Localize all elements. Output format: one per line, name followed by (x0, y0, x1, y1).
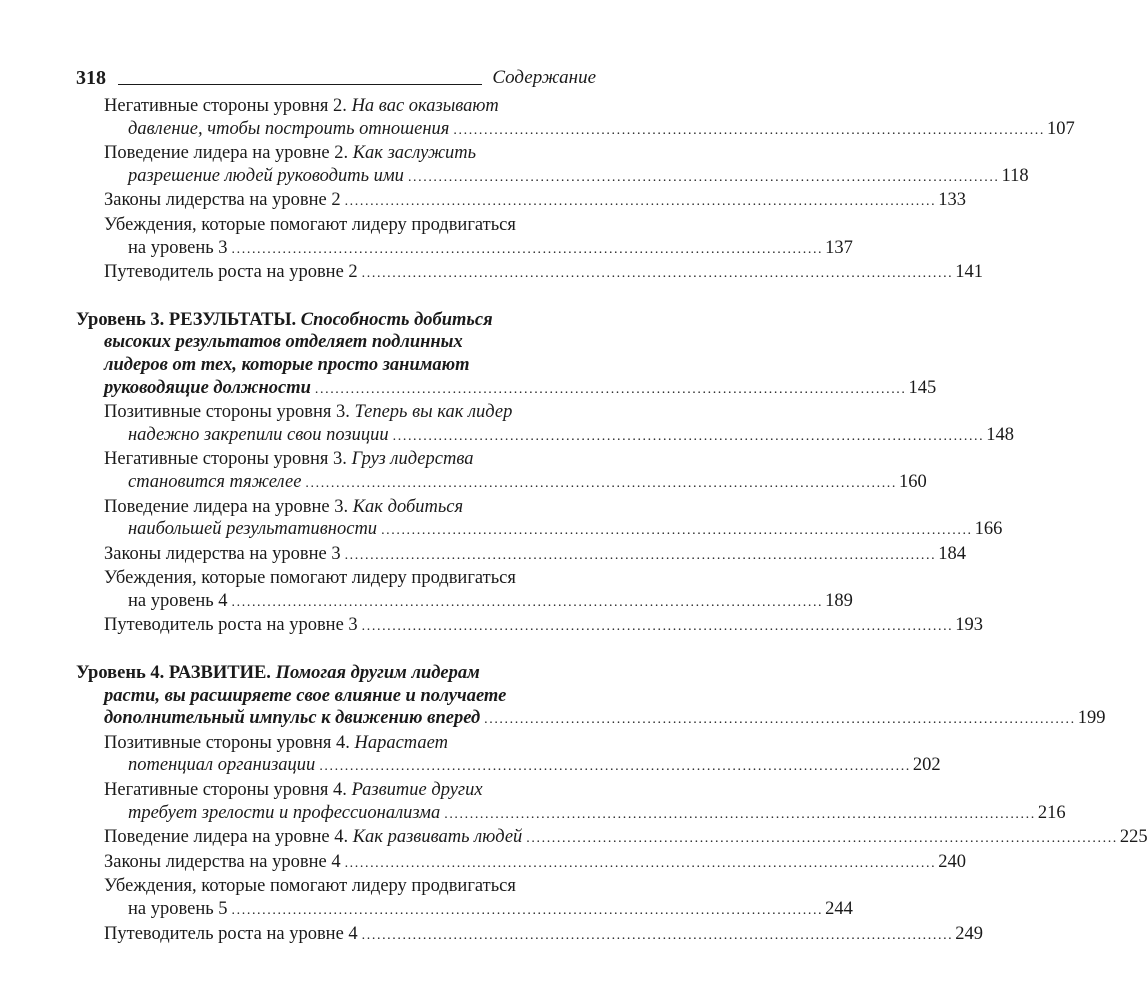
toc-page: 244 (825, 899, 853, 919)
toc-page: 160 (899, 471, 927, 492)
toc-entry: Негативные стороны уровня 3. Груз лидерства становится тяжелее .................................................................................................................... 160 (76, 448, 596, 495)
dot-leader: .................................................................................................................... (407, 169, 1000, 185)
toc-page: 184 (938, 543, 966, 564)
toc-entry: Поведение лидера на уровне 4. Как развивать людей .................................................................................................................... 225 (76, 826, 596, 851)
toc-entry: Поведение лидера на уровне 2. Как заслужить разрешение людей руководить ими .................................................................................................................... 118 (76, 142, 596, 189)
running-header (76, 60, 596, 90)
toc-entry: Путеводитель роста на уровне 3 .................................................................................................................... 193 (76, 614, 596, 639)
toc-page: 141 (955, 262, 984, 283)
dot-leader: .................................................................................................................... (231, 903, 824, 918)
dot-leader: .................................................................................................................... (361, 266, 954, 282)
dot-leader: .................................................................................................................... (361, 619, 954, 635)
toc-page: 107 (1047, 118, 1075, 139)
toc-page: 193 (955, 615, 984, 636)
toc-level-heading: Уровень 3. РЕЗУЛЬТАТЫ. Способность добиться высоких результатов отделяет подлинных лидеров от тех, которые просто занимают руководящие должности .................................................................................................................... 145 (76, 309, 596, 401)
toc-page: 145 (908, 377, 937, 398)
dot-leader: .................................................................................................................... (526, 831, 1118, 847)
toc-page: 199 (1077, 708, 1106, 729)
toc-page: 249 (955, 923, 984, 944)
dot-leader: .................................................................................................................... (381, 523, 973, 539)
toc-page: 189 (825, 590, 853, 611)
toc-entry: Путеводитель роста на уровне 4 .................................................................................................................... 249 (76, 923, 596, 948)
toc-page: 137 (825, 237, 853, 258)
toc-entry: Убеждения, которые помогают лидеру продвигаться на уровень 4 .................................................................................................................... 189 (76, 567, 596, 614)
dot-leader: .................................................................................................................... (314, 381, 907, 397)
dot-leader: .................................................................................................................... (231, 594, 824, 610)
toc-entry: Негативные стороны уровня 4. Развитие других требует зрелости и профессионализма .................................................................................................................... 216 (76, 779, 596, 826)
toc-page: 216 (1037, 802, 1066, 823)
toc-page: 202 (912, 755, 941, 776)
toc-entry: Убеждения, которые помогают лидеру продвигаться на уровень 5 .................................................................................................................... 244 (76, 875, 596, 922)
toc-entry: Убеждения, которые помогают лидеру продвигаться на уровень 3 .................................................................................................................... 137 (76, 214, 596, 261)
dot-leader: .................................................................................................................... (344, 194, 937, 210)
toc-entry: Законы лидерства на уровне 3 .................................................................................................................... 184 (76, 543, 596, 568)
toc-page: 148 (986, 424, 1015, 445)
dot-leader: .................................................................................................................... (361, 927, 954, 943)
header-rule (118, 84, 482, 85)
dot-leader: .................................................................................................................... (453, 122, 1045, 138)
dot-leader: .................................................................................................................... (305, 475, 898, 491)
page-number: 318 (76, 67, 106, 89)
toc-entry: Поведение лидера на уровне 3. Как добиться наибольшей результативности .................................................................................................................... 166 (76, 496, 596, 543)
dot-leader: .................................................................................................................... (319, 759, 911, 775)
toc-entry: Позитивные стороны уровня 3. Теперь вы как лидер надежно закрепили свои позиции .................................................................................................................... 148 (76, 401, 596, 448)
toc-entry: Позитивные стороны уровня 4. Нарастает потенциал организации .................................................................................................................... 202 (76, 732, 596, 779)
dot-leader: .................................................................................................................... (344, 547, 937, 563)
toc-entry: Законы лидерства на уровне 4 .................................................................................................................... 240 (76, 851, 596, 876)
toc-entry: Негативные стороны уровня 2. На вас оказывают давление, чтобы построить отношения .................................................................................................................... 107 (76, 95, 596, 142)
toc-page: 133 (938, 190, 966, 211)
toc-level-heading: Уровень 4. РАЗВИТИЕ. Помогая другим лидерам расти, вы расширяете свое влияние и получаете дополнительный импульс к движению вперед .................................................................................................................... 199 (76, 662, 596, 732)
dot-leader: .................................................................................................................... (484, 712, 1076, 728)
dot-leader: .................................................................................................................... (392, 428, 985, 444)
toc-page: 225 (1119, 827, 1148, 848)
toc-entry: Путеводитель роста на уровне 2 .................................................................................................................... 141 (76, 261, 596, 286)
dot-leader: .................................................................................................................... (344, 855, 937, 871)
toc-entry: Законы лидерства на уровне 2 .................................................................................................................... 133 (76, 189, 596, 214)
toc-page: 166 (974, 519, 1003, 540)
dot-leader: .................................................................................................................... (231, 241, 824, 257)
dot-leader: .................................................................................................................... (444, 806, 1036, 822)
toc-page: 118 (1001, 165, 1029, 186)
toc-page: 240 (938, 851, 966, 872)
table-of-contents (76, 95, 1148, 947)
running-title: Содержание (492, 67, 596, 88)
